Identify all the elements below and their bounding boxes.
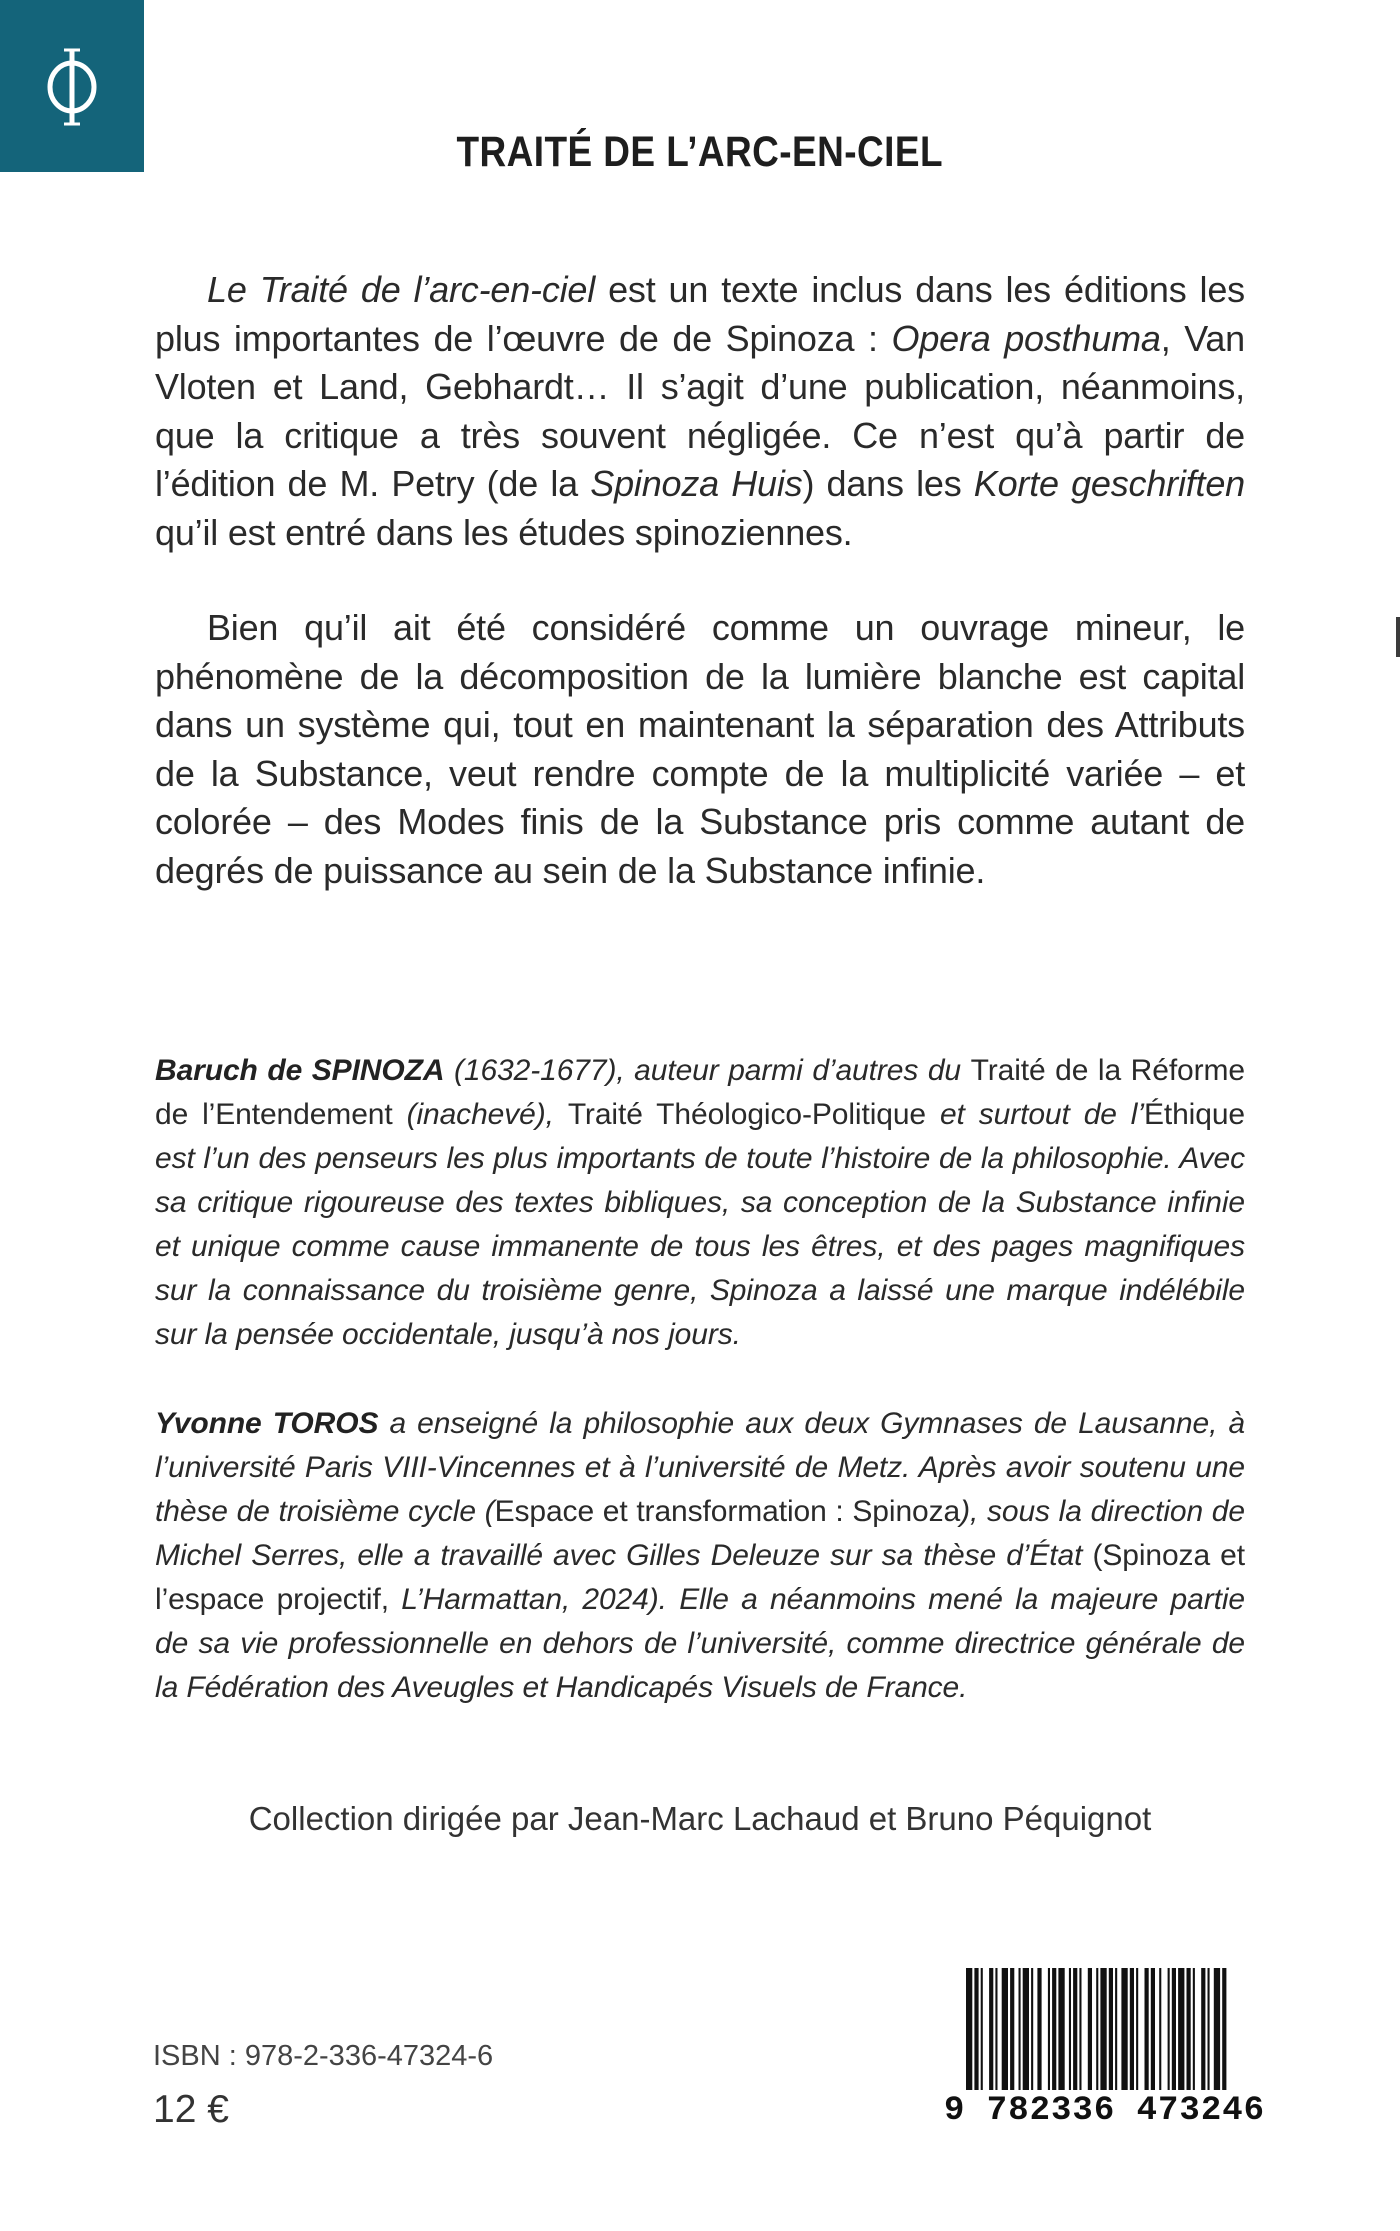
author-bio-toros	[155, 1402, 1245, 1710]
barcode-bar	[1037, 1968, 1041, 2090]
barcode-bar	[1088, 1968, 1092, 2090]
author-name-spinoza: Baruch de SPINOZA	[155, 1054, 445, 1087]
author-name-toros: Yvonne TOROS	[155, 1407, 379, 1440]
p3-text-3: Éthique	[1143, 1098, 1245, 1131]
barcode-bar	[1073, 1968, 1077, 2090]
barcode-bar	[966, 1968, 972, 2090]
barcode-bar	[1130, 1968, 1134, 2090]
p4-italic-2: ), sous la direction de Michel Serres, elle a travaillé avec Gilles Deleuze sur sa thèse d’État	[155, 1495, 1245, 1572]
book-title: TRAITÉ DE L’ARC-EN-CIEL	[456, 128, 943, 176]
barcode-bar	[995, 1968, 997, 2090]
barcode-bar	[1052, 1968, 1056, 2090]
barcode-bar	[1023, 1968, 1029, 2090]
summary-paragraph-2: Bien qu’il ait été considéré comme un ouvrage mineur, le phénomène de la décomposition de la lumière blanche est capital dans un système qui, tout en maintenant la séparation des Attributs de la Substance, veut rendre compte de la multiplicité variée – et colorée – des Modes finis de la Substance pris comme autant de degrés de puissance au sein de la Substance infinie.	[155, 607, 1245, 891]
barcode-bar	[1096, 1968, 1098, 2090]
barcode-bar	[1187, 1968, 1191, 2090]
p3-text-2: Traité Théologico-Politique	[567, 1098, 940, 1131]
barcode-bar	[981, 1968, 983, 2090]
barcode-bar	[1058, 1968, 1064, 2090]
p1-text-4: qu’il est entré dans les études spinoziennes.	[155, 511, 853, 553]
p3-italic-3: et surtout de l’	[939, 1098, 1144, 1131]
barcode-bar	[1201, 1968, 1205, 2090]
barcode-bar	[1109, 1968, 1113, 2090]
p3-text-1: Traité de la Réforme de l’Entendement	[155, 1054, 1245, 1131]
price-label: 12 €	[153, 2088, 229, 2131]
barcode-digits: 9 782336 473246	[944, 2092, 1266, 2130]
barcode-bar	[1121, 1968, 1127, 2090]
edge-crop-mark	[1396, 617, 1400, 657]
p4-text-2: (Spinoza et l’espace projectif,	[155, 1539, 1245, 1616]
barcode-bar	[1159, 1968, 1161, 2090]
p1-italic-2: Opera posthuma	[891, 317, 1161, 359]
barcode-bars-icon	[944, 1968, 1234, 2092]
isbn-label: ISBN : 978-2-336-47324-6	[153, 2040, 494, 2072]
p4-text-1: Espace et transformation : Spinoza	[494, 1495, 961, 1528]
p4-italic-1: a enseigné la philosophie aux deux Gymnases de Lausanne, à l’université Paris VIII-Vincennes et à l’université de Metz. Après avoir soutenu une thèse de troisième cycle (	[155, 1407, 1245, 1528]
barcode-bar	[1115, 1968, 1117, 2090]
isbn-barcode	[944, 1968, 1266, 2138]
collection-credit: Collection dirigée par Jean-Marc Lachaud et Bruno Péquignot	[248, 1800, 1152, 1837]
barcode-bar	[1151, 1968, 1155, 2090]
barcode-bar	[1193, 1968, 1195, 2090]
p1-italic-4: Korte geschriften	[973, 463, 1246, 505]
barcode-bar	[1048, 1968, 1050, 2090]
p3-italic-4: est l’un des penseurs les plus importants de toute l’histoire de la philosophie. Avec sa critique rigoureuse des textes bibliques, sa conception de la Substance infinie et unique comme cause immanente de tous les êtres, et des pages magnifiques sur la connaissance du troisième genre, Spinoza a laissé une marque indélébile sur la pensée occidentale, jusqu’à nos jours.	[155, 1142, 1245, 1351]
barcode-bar	[1019, 1968, 1021, 2090]
barcode-bar	[1214, 1968, 1220, 2090]
barcode-bar	[1208, 1968, 1210, 2090]
p4-italic-3: L’Harmattan, 2024). Elle a néanmoins mené la majeure partie de sa vie professionnelle en dehors de l’université, comme directrice générale de la Fédération des Aveugles et Handicapés Visuels de France.	[155, 1583, 1245, 1704]
barcode-bar	[1172, 1968, 1176, 2090]
barcode-bar	[1145, 1968, 1149, 2090]
p1-text-2: , Van Vloten et Land, Gebhardt… Il s’agit d’une publication, néanmoins, que la critique a très souvent négligée. Ce n’est qu’à partir de l’édition de M. Petry (de la	[155, 317, 1246, 505]
p3-italic-1: (1632-1677), auteur parmi d’autres du	[444, 1054, 971, 1087]
barcode-bar	[974, 1968, 978, 2090]
barcode-bar	[1178, 1968, 1184, 2090]
author-bio-spinoza	[155, 1049, 1245, 1357]
barcode-bar	[1136, 1968, 1138, 2090]
p1-text-3: ) dans les	[802, 463, 974, 505]
p1-italic-1: Le Traité de l’arc-en-ciel	[207, 269, 596, 310]
p3-italic-2: (inachevé),	[406, 1098, 568, 1131]
barcode-bar	[1168, 1968, 1170, 2090]
barcode-bar	[1100, 1968, 1106, 2090]
barcode-bar	[1079, 1968, 1081, 2090]
barcode-bar	[1069, 1968, 1071, 2090]
p1-text-1: est un texte inclus dans les éditions les plus importantes de l’œuvre de de Spinoza :	[155, 269, 1245, 359]
barcode-bar	[989, 1968, 993, 2090]
barcode-bar	[1010, 1968, 1014, 2090]
barcode-bar	[1002, 1968, 1008, 2090]
summary-paragraph-1	[155, 266, 1245, 558]
barcode-bar	[1031, 1968, 1033, 2090]
p1-italic-3: Spinoza Huis	[590, 463, 803, 505]
barcode-bar	[1222, 1968, 1226, 2090]
